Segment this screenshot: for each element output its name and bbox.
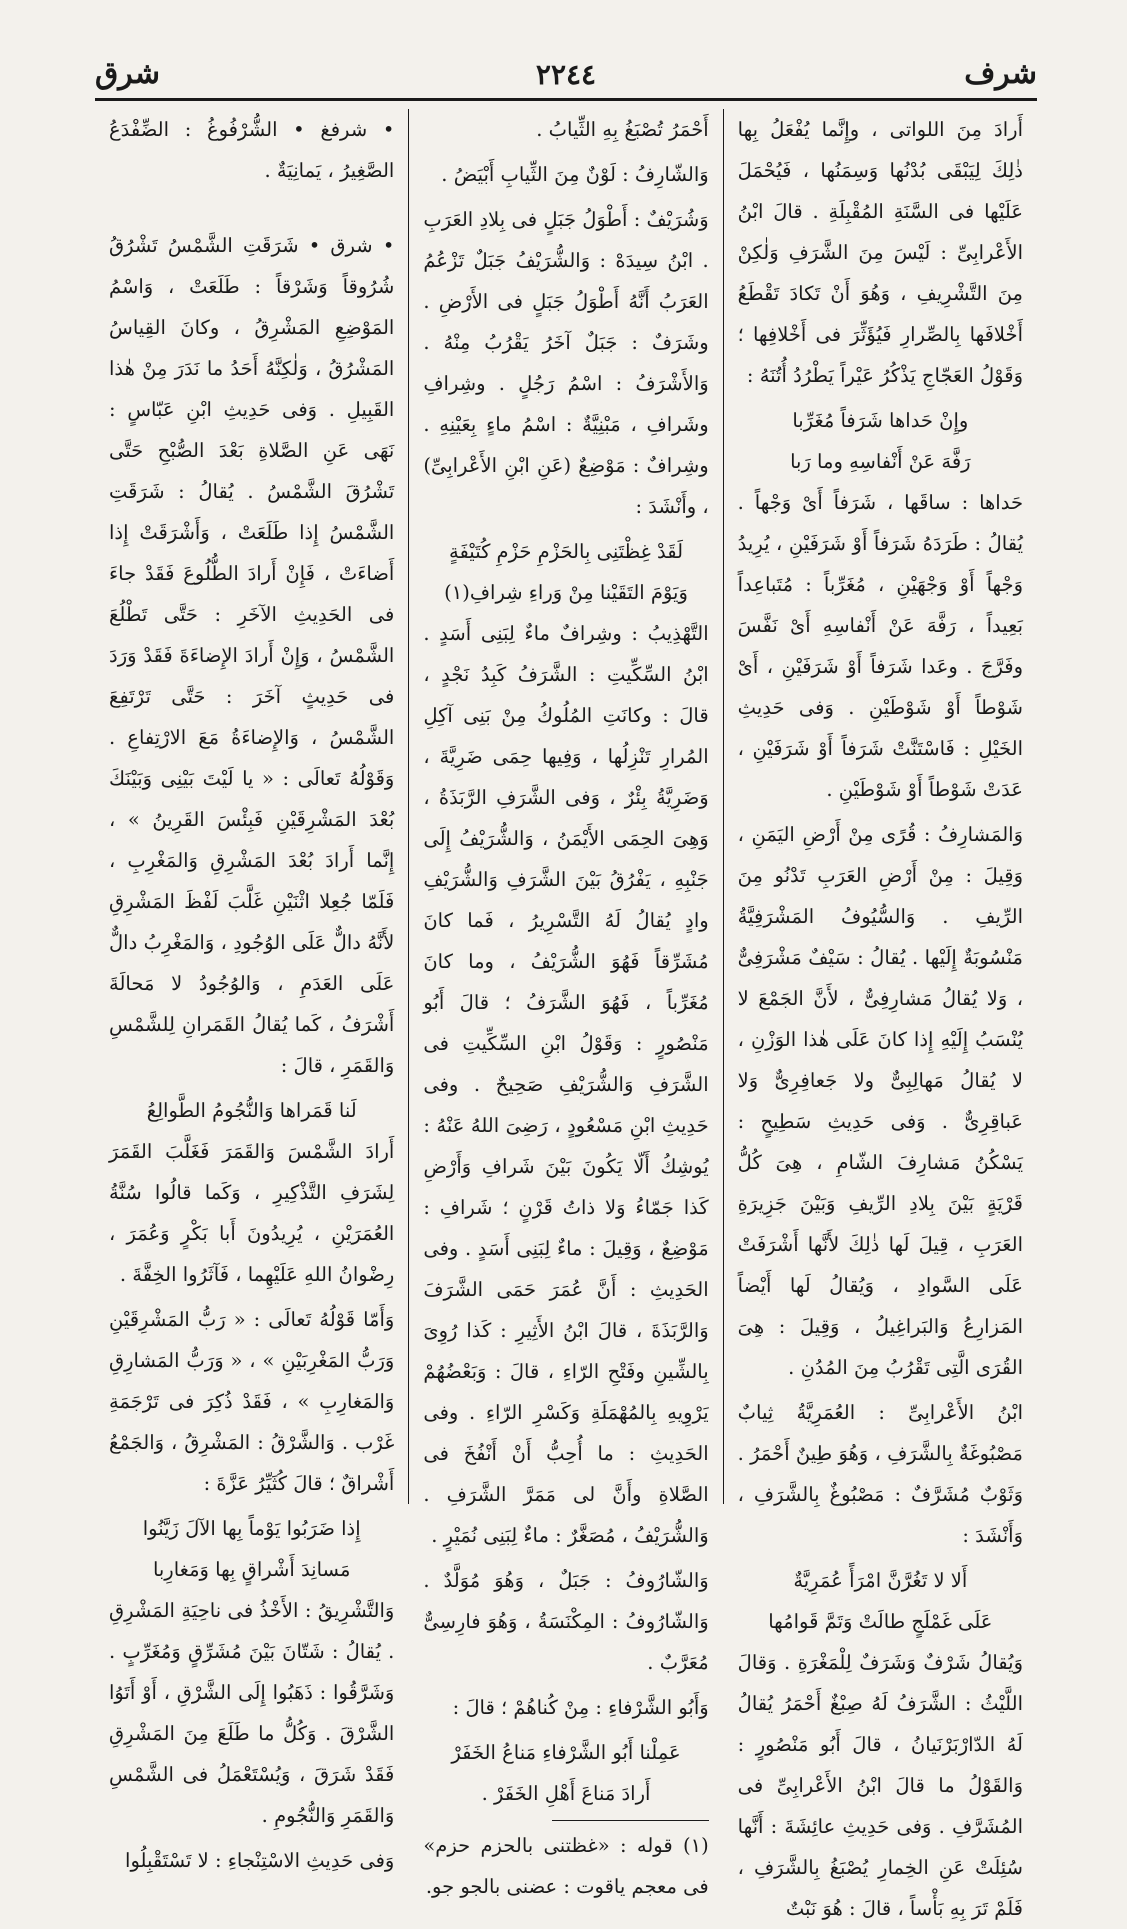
verse-line: وَيَوْمَ التَقَيْنا مِنْ وَراءِ شِرافِ(١) bbox=[444, 581, 688, 604]
paragraph: وَفى حَدِيثِ الاسْتِنْجاءِ : لا تَسْتَقْبِلُوا bbox=[125, 1849, 395, 1872]
paragraph: وَالتَّشْرِيقُ : الأَخْذُ فى ناحِيَةِ المَشْرِقِ . يُقالُ : شَتّانَ بَيْنَ مُشَرِّقٍ وَمُغَرِّبٍ . وَشَرَّقُوا : ذَهَبُوا إِلَى الشَّرْقِ ، أَوْ أَتَوُا الشَّرْقَ . وَكُلُّ ما طَلَعَ مِنَ المَشْرِقِ فَقَدْ شَرَقَ ، وَيُسْتَعْمَلُ فى الشَّمْسِ وَالقَمَرِ وَالنُّجُومِ . bbox=[109, 1599, 395, 1827]
paragraph: أَرادَ الشَّمْسَ وَالقَمَرَ فَغَلَّبَ القَمَرَ لِشَرَفِ التَّذْكِيرِ ، وَكَما قالُوا سُنَّةُ العُمَرَيْنِ ، يُرِيدُونَ أَبا بَكْرٍ وَعُمَرَ ، رِضْوانُ اللهِ عَلَيْهِما ، فَآثَرُوا الخِفَّةَ . bbox=[109, 1140, 395, 1286]
page-number: ٢٢٤٤ bbox=[535, 58, 597, 91]
verse-line: عَمِلْنا أَبُو الشَّرْفاءِ مَناعُ الخَفَرْ bbox=[451, 1741, 681, 1764]
verse-line: وإِنْ حَداها شَرَفاً مُغَرِّبا bbox=[792, 409, 969, 432]
verse-line: أَلا لا تَغُرَّنَّ امْرَأً عُمَرِيَّةٌ bbox=[793, 1569, 968, 1592]
verse-line: عَلَى غَمْلَجٍ طالَتْ وَتَمَّ قَوامُها bbox=[768, 1610, 993, 1633]
verse-line: رَفَّهَ عَنْ أَنْفاسِهِ وما رَبا bbox=[790, 450, 971, 473]
column-left bbox=[95, 109, 409, 1872]
paragraph: وَالشّارُوفُ : جَبَلٌ ، وَهُوَ مُوَلَّدٌ . وَالشّارُوفُ : المِكْنَسَةُ ، وَهُوَ فارِسِىٌّ مُعَرَّبٌ . bbox=[423, 1569, 709, 1674]
footnote-separator bbox=[552, 1820, 709, 1821]
paragraph: حَداها : ساقَها ، شَرَفاً أَىْ وَجْهاً . يُقالُ : طَرَدَهُ شَرَفاً أَوْ شَرَفَيْنِ ، يُرِيدُ وَجْهاً أَوْ وَجْهَيْنِ ، مُغَرِّباً : مُتَباعِداً بَعِيداً ، رَفَّهَ عَنْ أَنْفاسِهِ أَىْ نَفَّسَ وفَرَّجَ . وعَدا شَرَفاً أَوْ شَرَفَيْنِ ، أَىْ شَوْطاً أَوْ شَوْطَيْنِ . وَفى حَدِيثِ الخَيْلِ : فَاسْتَنَّتْ شَرَفاً أَوْ شَرَفَيْنِ ، عَدَتْ شَوْطاً أَوْ شَوْطَيْنِ . bbox=[737, 491, 1023, 801]
footnote: (١) قوله : «غظتنى بالحزم حزم» فى معجم ياقوت : عضنى بالجو جو. bbox=[423, 1834, 709, 1898]
verse-line: إِذا ضَرَبُوا يَوْماً بِها الآلَ زَيَّنُوا bbox=[142, 1517, 361, 1540]
paragraph: وَالمَشارِفُ : قُرًى مِنْ أَرْضِ اليَمَنِ ، وَقِيلَ : مِنْ أَرْضِ العَرَبِ تَدْنُو مِنَ الرِّيفِ . وَالسُّيُوفُ المَشْرَفِيَّةُ مَنْسُوبَةٌ إِلَيْها . يُقالُ : سَيْفٌ مَشْرَفِىٌّ ، وَلا يُقالُ مَشارِفِىٌّ ، لأَنَّ الجَمْعَ لا يُنْسَبُ إِلَيْهِ إِذا كانَ عَلَى هٰذا الوَزْنِ ، لا يُقالُ مَهالِبِىٌّ ولا جَعافِرِىٌّ وَلا عَباقِرِىٌّ . وَفى حَدِيثِ سَطِيحٍ : يَسْكُنُ مَشارِفَ الشّامِ ، هِىَ كُلُّ قَرْيَةٍ بَيْنَ بِلادِ الرِّيفِ وَبَيْنَ جَزِيرَةِ العَرَبِ ، قِيلَ لَها ذٰلِكَ لأَنَّها أَشْرَفَتْ عَلَى السَّوادِ ، وَيُقالُ لَها أَيْضاً المَزارِعُ وَالبَراغِيلُ ، وَقِيلَ : هِىَ القُرَى الَّتِى تَقْرُبُ مِنَ المُدُنِ . bbox=[737, 823, 1023, 1379]
paragraph: وَيُقالُ شَرْفٌ وَشَرَفٌ لِلْمَغْرَةِ . وَقالَ اللَّيْثُ : الشَّرَفُ لَهُ صِبْغٌ أَحْمَرُ يُقالُ لَهُ الدّارْبَرْنَيانُ ، قالَ أَبُو مَنْصُورٍ : وَالقَوْلُ ما قالَ ابْنُ الأَعْرابِىِّ فى المُشَرَّفِ . وَفى حَدِيثِ عائِشَةَ : أَنَّها سُئِلَتْ عَنِ الخِمارِ يُصْبَغُ بِالشَّرَفِ ، فَلَمْ تَرَ بِهِ بَأْساً ، قالَ : هُوَ نَبْتٌ bbox=[737, 1651, 1023, 1920]
paragraph: وَأَبُو الشَّرْفاءِ : مِنْ كُناهُمْ ؛ قالَ : bbox=[452, 1696, 709, 1719]
paragraph: وَالشّارِفُ : لَوْنٌ مِنَ الثِّيابِ أَبْيَضُ . bbox=[441, 163, 709, 186]
paragraph: أَرادَ مِنَ اللواتى ، وإِنَّما يُفْعَلُ بِها ذٰلِكَ لِيَبْقَى بُدْنُها وَسِمَنُها ، فَيُحْمَلَ عَلَيْها فى السَّنَةِ المُقْبِلَةِ . قالَ ابْنُ الأَعْرابِىِّ : لَيْسَ مِنَ الشَّرَفِ وَلٰكِنْ مِنَ التَّشْرِيفِ ، وَهُوَ أَنْ تَكادَ تَقْطَعُ أَخْلافَها بِالصِّرارِ فَيُؤَثِّرَ فى أَخْلافِها ؛ وَقَوْلُ العَجّاجِ يَذْكُرُ عَيْراً يَطْرُدُ أُتُنَهُ : bbox=[737, 118, 1023, 387]
paragraph: أَحْمَرُ تُصْبَغُ بِهِ الثِّيابُ . bbox=[536, 118, 709, 141]
paragraph: التَّهْذِيبُ : وشِرافٌ ماءٌ لِبَنِى أَسَدٍ . ابْنُ السِّكِّيتِ : الشَّرَفُ كَبِدُ نَجْدٍ ، قالَ : وكانَتِ المُلُوكُ مِنْ بَنِى آكِلِ المُرارِ تَنْزِلُها ، وَفِيها حِمَى ضَرِيَّةَ ، وَضَرِيَّةُ بِئْرٌ ، وَفى الشَّرَفِ الرَّبَذَةُ ، وَهِىَ الحِمَى الأَيْمَنُ ، وَالشُّرَيْفُ إِلَى جَنْبِهِ ، يَفْرُقُ بَيْنَ الشَّرَفِ وَالشُّرَيْفِ وادٍ يُقالُ لَهُ التَّسْرِيرُ ، فَما كانَ مُشَرِّقاً فَهُوَ الشُّرَيْفُ ، وما كانَ مُغَرِّباً ، فَهُوَ الشَّرَفُ ؛ قالَ أَبُو مَنْصُورٍ : وَقَوْلُ ابْنِ السِّكِّيتِ فى الشَّرَفِ وَالشُّرَيْفِ صَحِيحٌ . وفى حَدِيثِ ابْنِ مَسْعُودٍ ، رَضِىَ اللهُ عَنْهُ : يُوشِكُ أَلّا يَكُونَ بَيْنَ شَرافِ وَأَرْضِ كَذا جَمّاءُ وَلا ذاتُ قَرْنٍ ؛ شَرافِ : مَوْضِعٌ ، وَقِيلَ : ماءٌ لِبَنِى أَسَدٍ . وفى الحَدِيثِ : أَنَّ عُمَرَ حَمَى الشَّرَفَ وَالرَّبَذَةَ ، قالَ ابْنُ الأَثِيرِ : كَذا رُوِىَ بِالشِّينِ وفَتْحِ الرّاءِ ، قالَ : وَبَعْضُهُمْ يَرْوِيهِ بِالمُهْمَلَةِ وَكَسْرِ الرّاءِ . وفى الحَدِيثِ : ما أُحِبُّ أَنْ أَنْفُخَ فى الصَّلاةِ وأَنَّ لى مَمَرَّ الشَّرَفِ . وَالشُّرَيْفُ ، مُصَغَّرٌ : ماءٌ لِبَنِى نُمَيْرٍ . bbox=[423, 622, 709, 1547]
header-entry-left: شرق bbox=[95, 56, 160, 91]
verse-line: أَرادَ مَناعَ أَهْلِ الخَفَرْ . bbox=[481, 1782, 651, 1805]
entry-shrq: • شرق • شَرَقَتِ الشَّمْسُ تَشْرُقُ شُرُوقاً وَشَرْقاً : طَلَعَتْ ، وَاسْمُ المَوْضِعِ المَشْرِقُ ، وكانَ القِياسُ المَشْرُقُ ، وَلٰكِنَّهُ أَحَدُ ما نَدَرَ مِنْ هٰذا القَبِيلِ . وَفى حَدِيثِ ابْنِ عَبّاسٍ : نَهَى عَنِ الصَّلاةِ بَعْدَ الصُّبْحِ حَتَّى تَشْرُقَ الشَّمْسُ . يُقالُ : شَرَقَتِ الشَّمْسُ إِذا طَلَعَتْ ، وَأَشْرَقَتْ إِذا أَضاءَتْ ، فَإِنْ أَرادَ الطُّلُوعَ فَقَدْ جاءَ فى الحَدِيثِ الآخَرِ : حَتَّى تَطْلُعَ الشَّمْسُ ، وَإِنْ أَرادَ الإِضاءَةَ فَقَدْ وَرَدَ فى حَدِيثٍ آخَرَ : حَتَّى تَرْتَفِعَ الشَّمْسُ ، وَالإِضاءَةُ مَعَ الارْتِفاعِ . وَقَوْلُهُ تَعالَى : « يا لَيْتَ بَيْنِى وَبَيْنَكَ بُعْدَ المَشْرِقَيْنِ فَبِئْسَ القَرِينُ » ، إِنَّما أَرادَ بُعْدَ المَشْرِقِ وَالمَغْرِبِ ، فَلَمّا جُعِلا اثْنَيْنِ غَلَّبَ لَفْظَ المَشْرِقِ لأَنَّهُ دالٌّ عَلَى الوُجُودِ ، وَالمَغْرِبُ دالٌّ عَلَى العَدَمِ ، وَالوُجُودُ لا مَحالَةَ أَشْرَفُ ، كَما يُقالُ القَمَرانِ لِلشَّمْسِ وَالقَمَرِ ، قالَ : bbox=[109, 234, 395, 1077]
verse-line: لَنا قَمَراها وَالنُّجُومُ الطَّوالِعُ bbox=[146, 1099, 357, 1122]
column-middle bbox=[409, 109, 723, 1898]
verse-line: لَقَدْ غِظْتَنِى بِالحَزْمِ حَزْمِ كُتَيْفَةٍ bbox=[448, 540, 684, 563]
header-entry-right: شرف bbox=[964, 56, 1037, 91]
paragraph: وَشُرَيْفٌ : أَطْوَلُ جَبَلٍ فى بِلادِ العَرَبِ . ابْنُ سِيدَهْ : وَالشُّرَيْفُ جَبَلٌ تَزْعُمُ العَرَبُ أَنَّهُ أَطْوَلُ جَبَلٍ فى الأَرْضِ . وشَرَفٌ : جَبَلٌ آخَرُ يَقْرُبُ مِنْهُ . وَالأَشْرَفُ : اسْمُ رَجُلٍ . وشِرافِ وشَرافِ ، مَبْنِيَّةٌ : اسْمُ ماءٍ بِعَيْنِهِ . وشِرافٌ : مَوْضِعٌ (عَنِ ابْنِ الأَعْرابِىِّ) ، وأَنْشَدَ : bbox=[423, 208, 709, 518]
header-rule bbox=[95, 98, 1037, 101]
column-right bbox=[724, 109, 1037, 1920]
paragraph: وَأَمّا قَوْلُهُ تَعالَى : « رَبُّ المَشْرِقَيْنِ وَرَبُّ المَغْرِبَيْنِ » ، « وَرَبُّ المَشارِقِ وَالمَغارِبِ » ، فَقَدْ ذُكِرَ فى تَرْجَمَةِ غَرْب . وَالشَّرْقُ : المَشْرِقُ ، وَالجَمْعُ أَشْراقٌ ؛ قالَ كُثَيِّرُ عَزَّةَ : bbox=[109, 1308, 395, 1495]
entry-shrfgh: • شرفغ • الشُّرْفُوغُ : الضِّفْدَعُ الصَّغِيرُ ، يَمانِيَةٌ . bbox=[109, 118, 395, 182]
text-columns bbox=[95, 109, 1037, 1920]
verse-line: مَسانِدَ أَشْراقٍ بِها وَمَغارِبا bbox=[152, 1558, 351, 1581]
page-header bbox=[95, 50, 1037, 96]
paragraph: ابْنُ الأَعْرابِىِّ : العُمَرِيَّةُ ثِيابٌ مَصْبُوغَةٌ بِالشَّرَفِ ، وَهُوَ طِينٌ أَحْمَرُ . وَثَوْبٌ مُشَرَّفٌ : مَصْبُوغٌ بِالشَّرَفِ ، وَأَنْشَدَ : bbox=[737, 1401, 1023, 1547]
